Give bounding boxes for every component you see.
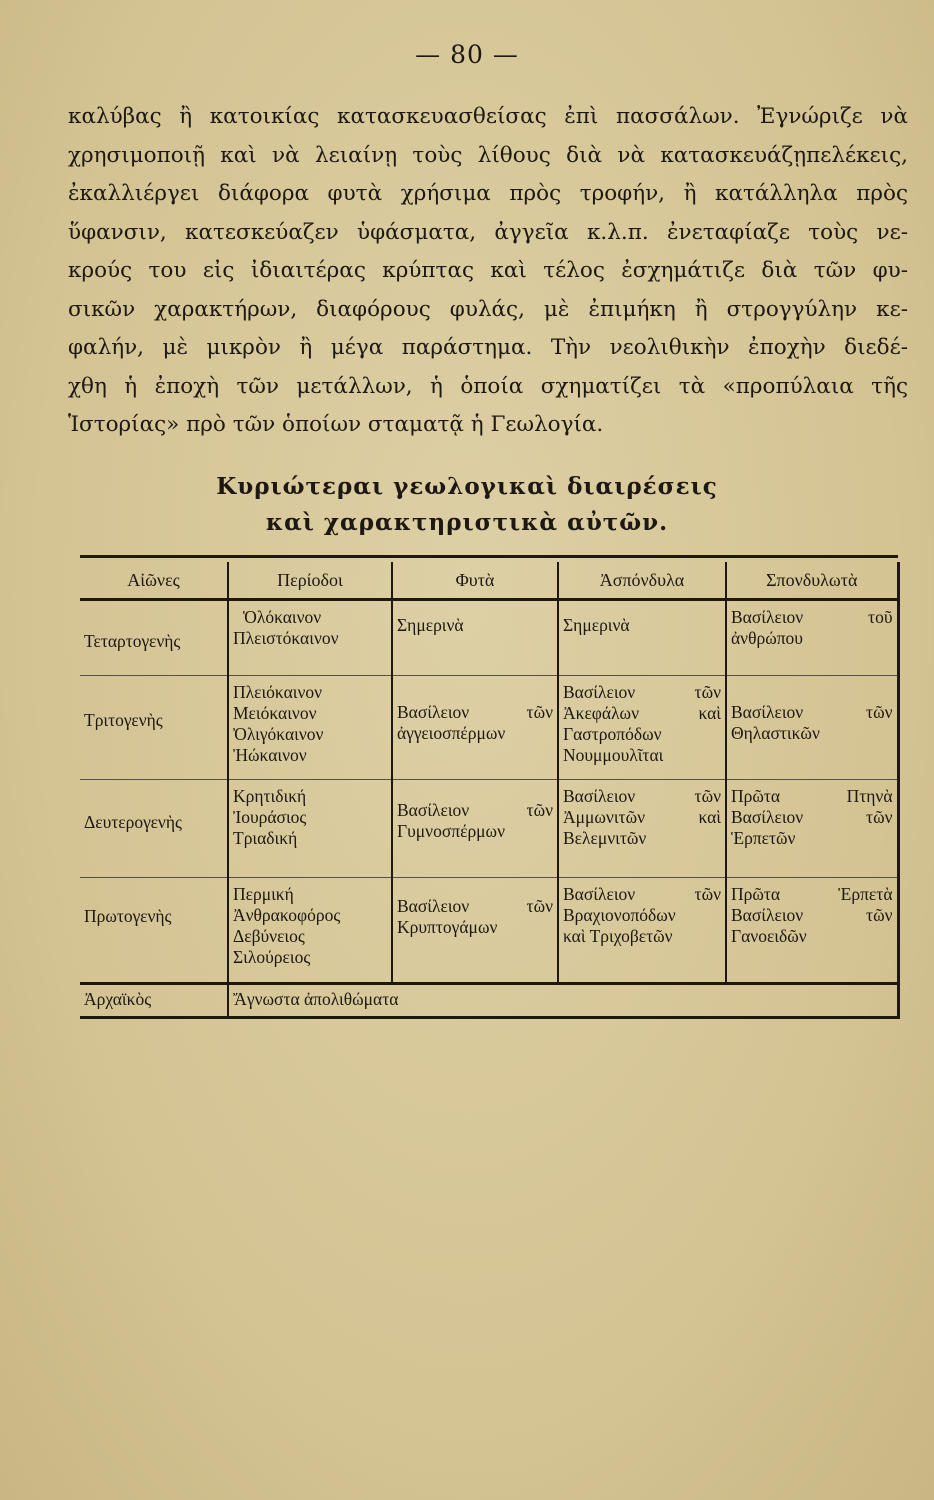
plants-cell [392,600,558,676]
vertebrates-text: Πρῶτα Πτηνὰ [731,786,893,806]
paragraph-line: χθη ἡ ἐποχὴ τῶν μετάλλων, ἡ ὁποία σχηματίζει τὰ «προπύλαια τῆς [68,373,908,399]
paragraph-line: σικῶν χαρακτήρων, διαφόρους φυλάς, μὲ ἐπιμήκη ἢ στρογγύλην κε- [68,296,908,322]
invertebrates-cell [558,600,726,676]
age-cell: Δευτερογενὴς [80,780,228,878]
age-cell: Πρωτογενὴς [80,878,228,984]
invertebrates-text: Ἀμμωνιτῶν καὶ [563,807,721,827]
period-name: Κρητιδική [233,786,307,806]
vertebrates-cell [726,878,898,984]
table-row [80,878,898,984]
paragraph-line: Ἱστορίας» πρὸ τῶν ὁποίων σταματᾷ ἡ Γεωλογία. [68,412,604,437]
vertebrates-cell [726,600,898,676]
invertebrates-text: Βασίλειον τῶν [563,884,721,904]
header-invertebrates: Ἀσπόνδυλα [558,562,726,600]
period-name: Σιλούρειος [233,947,311,967]
paragraph-line: ὕφανσιν, κατεσκεύαζεν ὑφάσματα, ἀγγεῖα κ.λ.π. ἐνεταφίαζε τοὺς νε- [68,219,908,245]
periods-cell [228,676,392,780]
period-name: Περμική [233,884,294,904]
plants-text: Σημερινὰ [397,615,464,635]
table-title: Κυριώτεραι γεωλογικαὶ διαιρέσεις [216,473,718,500]
vertebrates-text: Γανοειδῶν [731,926,807,946]
vertebrates-cell [726,676,898,780]
invertebrates-cell [558,676,726,780]
table-row [80,780,898,878]
vertebrates-text: Βασίλειον τῶν [731,702,893,722]
period-name: Τριαδική [233,828,298,848]
paragraph-line: κρούς του εἰς ἰδιαιτέρας κρύπτας καὶ τέλος ἐσχημάτιζε διὰ τῶν φυ- [68,258,908,283]
table-row [80,676,898,780]
period-name: Πλειόκαινον [233,682,323,702]
period-name: Μειόκαινον [233,703,317,723]
vertebrates-text: Βασίλειον τοῦ [731,607,893,627]
period-name: Ὁλόκαινον [243,607,322,627]
header-vertebrates: Σπονδυλωτὰ [726,562,898,600]
periods-cell [228,878,392,984]
period-name: Δεβύνειος [233,926,305,946]
vertebrates-text: Βασίλειον τῶν [731,905,893,925]
vertebrates-text: Θηλαστικῶν [731,723,820,743]
vertebrates-text: ἀνθρώπου [731,628,803,648]
invertebrates-text: Βασίλειον τῶν [563,682,721,702]
age-cell: Τριτογενὴς [80,676,228,780]
header-ages: Αἰῶνες [80,562,228,600]
invertebrates-text: καὶ Τριχοβετῶν [563,926,673,946]
vertebrates-text: Βασίλειον τῶν [731,807,893,827]
paragraph-line: ἐκαλλιέργει διάφορα φυτὰ χρήσιμα πρὸς τροφήν, ἢ κατάλληλα πρὸς [68,181,908,206]
header-periods: Περίοδοι [228,562,392,600]
page-number: — 80 — [415,40,519,69]
paragraph-line: φαλήν, μὲ μικρὸν ἢ μέγα παράστημα. Τὴν νεολιθικὴν ἐποχὴν διεδέ- [68,335,908,360]
paragraph-line: χρησιμοποιῇ καὶ νὰ λειαίνῃ τοὺς λίθους διὰ νὰ κατασκευάζῃπελέκεις, [68,142,908,168]
paragraph-line: καλύβας ἢ κατοικίας κατασκευασθείσας ἐπὶ πασσάλων. Ἐγνώριζε νὰ [68,104,908,129]
invertebrates-text: Σημερινὰ [563,615,630,635]
header-plants: Φυτὰ [392,562,558,600]
body-paragraph [68,98,908,445]
period-name: Ἠώκαινον [233,745,307,765]
period-name: Ἰουράσιος [233,807,307,827]
vertebrates-text: Ἑρπετῶν [731,828,796,848]
age-cell: Ἀρχαϊκὸς [80,984,228,1018]
archaic-note: Ἄγνωστα ἀπολιθώματα [228,984,898,1018]
invertebrates-text: Βελεμνιτῶν [563,828,647,848]
geology-table-wrapper [80,555,898,1019]
table-row [80,600,898,676]
invertebrates-text: Ἀκεφάλων καὶ [563,703,721,723]
plants-text: Βασίλειον τῶν [397,896,553,916]
vertebrates-cell [726,780,898,878]
table-top-rule [80,555,898,558]
periods-cell [228,780,392,878]
plants-cell [392,878,558,984]
plants-text: Βασίλειον τῶν [397,702,553,722]
periods-cell [228,600,392,676]
plants-text: Κρυπτογάμων [397,917,498,937]
vertebrates-text: Πρῶτα Ἑρπετὰ [731,884,893,904]
period-name: Πλειστόκαινον [233,628,339,648]
plants-cell [392,676,558,780]
invertebrates-text: Γαστροπόδων [563,724,662,744]
invertebrates-text: Νουμμουλῖται [563,745,664,765]
period-name: Ἀνθρακοφόρος [233,905,341,925]
period-name: Ὀλιγόκαινον [233,724,324,744]
table-row-archaic [80,984,898,1018]
invertebrates-text: Βραχιονοπόδων [563,905,676,925]
geology-table [80,562,900,1019]
age-cell: Τεταρτογενὴς [80,600,228,676]
plants-text: ἀγγειοσπέρμων [397,723,506,743]
plants-text: Βασίλειον τῶν [397,800,553,820]
table-subtitle: καὶ χαρακτηριστικὰ αὐτῶν. [265,509,669,536]
invertebrates-cell [558,878,726,984]
invertebrates-cell [558,780,726,878]
plants-cell [392,780,558,878]
table-header-row [80,562,898,600]
invertebrates-text: Βασίλειον τῶν [563,786,721,806]
plants-text: Γυμνοσπέρμων [397,821,505,841]
